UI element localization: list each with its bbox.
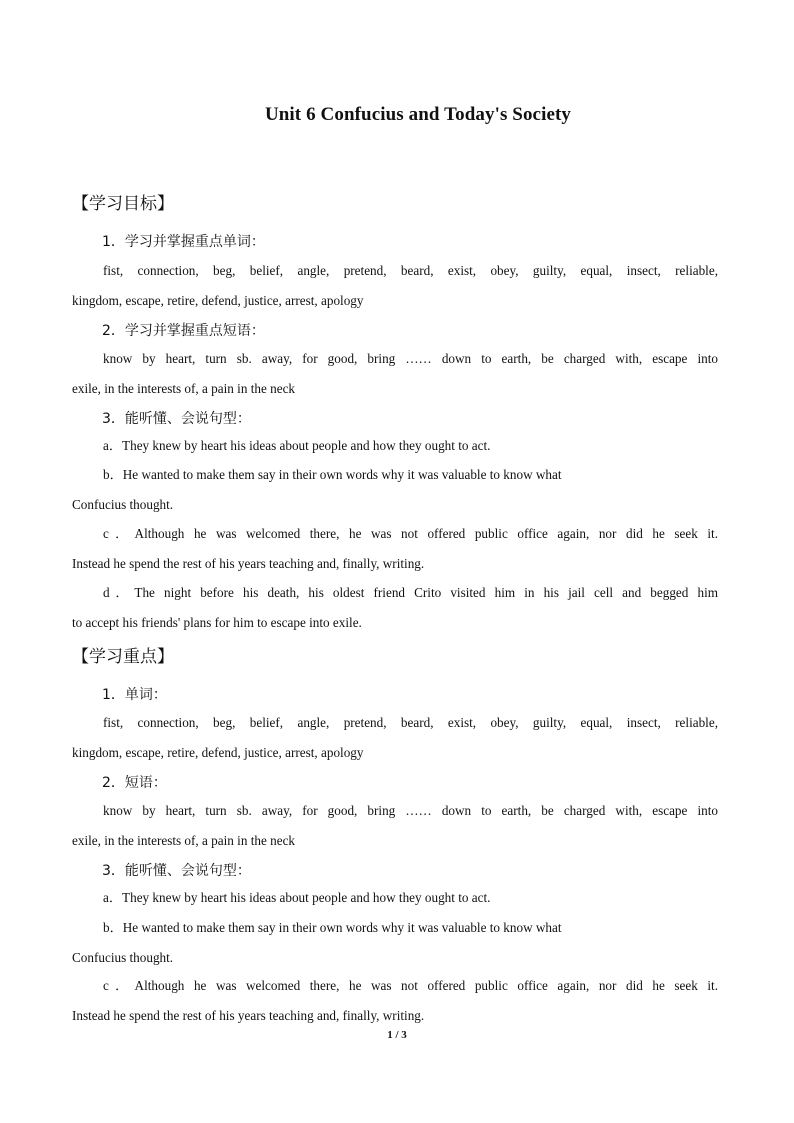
focus-sentence-c-line1: c．Although he was welcomed there, he was not offered public office again, nor did he seek it.	[103, 978, 718, 993]
goals-vocab-line2: kingdom, escape, retire, defend, justice, arrest, apology	[72, 292, 364, 308]
goals-sentence-a-text: a．They knew by heart his ideas about people and how they ought to act.	[103, 438, 491, 453]
focus-phrases-line1: know by heart, turn sb. away, for good, bring …… down to earth, be charged with, escape into	[103, 803, 718, 818]
goals-phrases-line1: know by heart, turn sb. away, for good, bring …… down to earth, be charged with, escape into	[103, 351, 718, 366]
focus-sentence-b-line1: b．He wanted to make them say in their own words why it was valuable to know what	[103, 920, 562, 935]
goals-sentence-b	[72, 460, 718, 519]
focus-phrases-line2: exile, in the interests of, a pain in the neck	[72, 832, 296, 848]
focus-sentence-c	[72, 971, 718, 1030]
goals-sentence-d-line2: to accept his friends' plans for him to escape into exile.	[72, 614, 362, 630]
goals-item3-label: 3．能听懂、会说句型：	[102, 411, 251, 427]
focus-phrases-paragraph	[72, 796, 718, 855]
goals-vocab-line1: fist, connection, beg, belief, angle, pretend, beard, exist, obey, guilty, equal, insect, reliable,	[103, 263, 718, 278]
goals-sentence-b-line1: b．He wanted to make them say in their own words why it was valuable to know what	[103, 467, 562, 482]
focus-vocab-paragraph	[72, 708, 718, 767]
goals-sentence-c	[72, 519, 718, 578]
section-heading-focus: 【学习重点】	[72, 647, 174, 667]
focus-sentence-b-line2: Confucius thought.	[72, 949, 174, 965]
focus-item2-label: 2．短语：	[102, 775, 167, 791]
page-number: 1 / 3	[387, 1029, 407, 1041]
document-title: Unit 6 Confucius and Today's Society	[264, 104, 572, 125]
goals-sentence-a	[72, 431, 718, 461]
goals-phrases-paragraph	[72, 344, 718, 403]
focus-vocab-line1: fist, connection, beg, belief, angle, pretend, beard, exist, obey, guilty, equal, insect, reliable,	[103, 715, 718, 730]
goals-sentence-c-line2: Instead he spend the rest of his years teaching and, finally, writing.	[72, 555, 425, 571]
focus-sentence-c-line2: Instead he spend the rest of his years teaching and, finally, writing.	[72, 1007, 425, 1023]
section-heading-goals: 【学习目标】	[72, 194, 174, 214]
goals-phrases-line2: exile, in the interests of, a pain in the neck	[72, 380, 296, 396]
focus-sentence-a-text: a．They knew by heart his ideas about people and how they ought to act.	[103, 890, 491, 905]
focus-item1-label: 1．单词：	[102, 687, 167, 703]
goals-sentence-b-line2: Confucius thought.	[72, 496, 174, 512]
focus-sentence-a	[72, 883, 718, 913]
focus-sentence-b	[72, 913, 718, 972]
goals-item2-label: 2．学习并掌握重点短语：	[102, 323, 265, 339]
goals-vocab-paragraph	[72, 256, 718, 315]
goals-item1-label: 1．学习并掌握重点单词：	[102, 234, 265, 250]
goals-sentence-c-line1: c．Although he was welcomed there, he was not offered public office again, nor did he seek it.	[103, 526, 718, 541]
goals-sentence-d-line1: d．The night before his death, his oldest friend Crito visited him in his jail cell and begged him	[103, 585, 718, 600]
focus-vocab-line2: kingdom, escape, retire, defend, justice, arrest, apology	[72, 744, 364, 760]
focus-item3-label: 3．能听懂、会说句型：	[102, 863, 251, 879]
goals-sentence-d	[72, 578, 718, 637]
